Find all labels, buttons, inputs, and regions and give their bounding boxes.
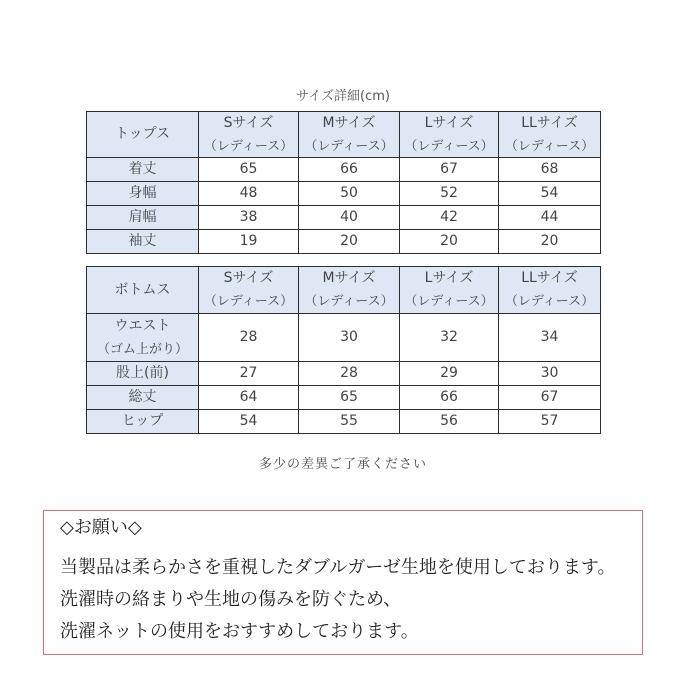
size-name: Mサイズ [322,270,376,286]
value-cell [499,158,601,182]
category-header [87,112,199,158]
value-text: 28 [239,329,258,345]
size-sub: （レディース） [203,294,294,309]
value-text: 20 [540,233,559,249]
value-text: 30 [340,329,358,345]
row-label-text: 着丈 [128,161,157,177]
value-text: 65 [340,389,358,405]
notice-line: 当製品は柔らかさを重視したダブルガーゼ生地を使用しております。 [60,557,616,578]
value-cell [400,386,499,410]
row-label [87,386,199,410]
value-cell [199,362,299,386]
category-header [87,267,199,314]
size-header-m [299,112,400,158]
row-label-text: ヒップ [121,413,164,429]
row-label [87,206,199,230]
notice-line: 洗濯時の絡まりや生地の傷みを防ぐため、 [60,589,402,610]
row-label-text: 股上(前) [116,365,169,381]
size-name: LLサイズ [521,270,578,286]
value-cell [299,410,400,434]
value-text: 38 [239,209,258,225]
size-header-s [199,267,299,314]
row-label [87,182,199,206]
size-name: Lサイズ [424,114,474,131]
value-cell [400,410,499,434]
size-sub: （レディース） [203,138,294,154]
row-label [87,362,199,386]
row-label [87,314,199,362]
value-text: 20 [440,233,458,249]
row-sublabel-text: （ゴム上がり） [96,341,188,357]
value-cell [499,206,601,230]
size-header-l [400,267,499,314]
value-cell [299,386,400,410]
value-text: 54 [239,413,258,429]
value-text: 48 [239,185,258,201]
row-label [87,410,199,434]
value-text: 68 [540,161,559,177]
row-label-text: 袖丈 [128,233,157,249]
size-name: Sサイズ [223,270,274,286]
value-cell [400,362,499,386]
value-cell [499,362,601,386]
value-text: 57 [540,413,559,429]
value-text: 54 [540,185,559,201]
value-text: 66 [340,161,358,177]
size-header-ll [499,112,601,158]
value-text: 64 [239,389,258,405]
size-sub: （レディース） [504,294,595,309]
value-cell [400,206,499,230]
size-name: Lサイズ [424,270,474,286]
category-label: ボトムス [114,281,171,298]
value-cell [299,206,400,230]
tops-size-table [86,111,601,254]
row-label-text: 総丈 [128,389,157,405]
care-notice-box [43,510,643,655]
value-cell [299,230,400,254]
value-text: 52 [440,185,458,201]
notice-heading: ◇お願い◇ [60,517,142,538]
size-name: LLサイズ [521,114,578,131]
value-text: 55 [340,413,358,429]
value-text: 50 [340,185,358,201]
value-cell [199,230,299,254]
value-cell [199,182,299,206]
row-label [87,158,199,182]
value-cell [400,158,499,182]
value-text: 56 [440,413,458,429]
value-cell [499,386,601,410]
value-cell [199,158,299,182]
value-text: 20 [340,233,358,249]
bottoms-size-table [86,266,601,434]
category-label: トップス [114,126,171,142]
size-sub: （レディース） [304,294,394,309]
notice-line: 洗濯ネットの使用をおすすめしております。 [60,621,419,642]
size-header-ll [499,267,601,314]
value-cell [199,410,299,434]
size-chart-title: サイズ詳細(cm) [296,89,390,104]
value-text: 19 [239,233,258,249]
value-cell [299,182,400,206]
size-header-l [400,112,499,158]
row-label-text: 身幅 [128,185,157,201]
value-cell [400,182,499,206]
value-cell [299,314,400,362]
size-name: Sサイズ [223,114,274,131]
value-text: 28 [340,365,358,381]
value-cell [400,314,499,362]
value-text: 27 [239,365,258,381]
value-cell [499,230,601,254]
size-sub: （レディース） [504,138,595,154]
value-text: 65 [239,161,258,177]
value-text: 67 [540,389,559,405]
value-cell [199,206,299,230]
row-label [87,230,199,254]
value-cell [299,158,400,182]
size-header-s [199,112,299,158]
row-label-text: 肩幅 [128,209,157,225]
value-text: 30 [540,365,559,381]
value-cell [299,362,400,386]
value-cell [199,314,299,362]
size-name: Mサイズ [322,114,376,131]
value-text: 29 [440,365,458,381]
value-text: 44 [540,209,559,225]
value-cell [400,230,499,254]
size-variance-note: 多少の差異ご了承ください [258,457,427,472]
value-text: 66 [440,389,458,405]
row-label-text: ウエスト [114,317,171,334]
value-text: 34 [540,329,559,345]
size-sub: （レディース） [304,138,394,154]
value-cell [199,386,299,410]
size-sub: （レディース） [404,294,494,309]
value-text: 32 [440,329,458,345]
value-cell [499,410,601,434]
value-text: 40 [340,209,358,225]
value-text: 42 [440,209,458,225]
size-sub: （レディース） [404,138,494,154]
size-header-m [299,267,400,314]
value-cell [499,182,601,206]
value-cell [499,314,601,362]
value-text: 67 [440,161,458,177]
